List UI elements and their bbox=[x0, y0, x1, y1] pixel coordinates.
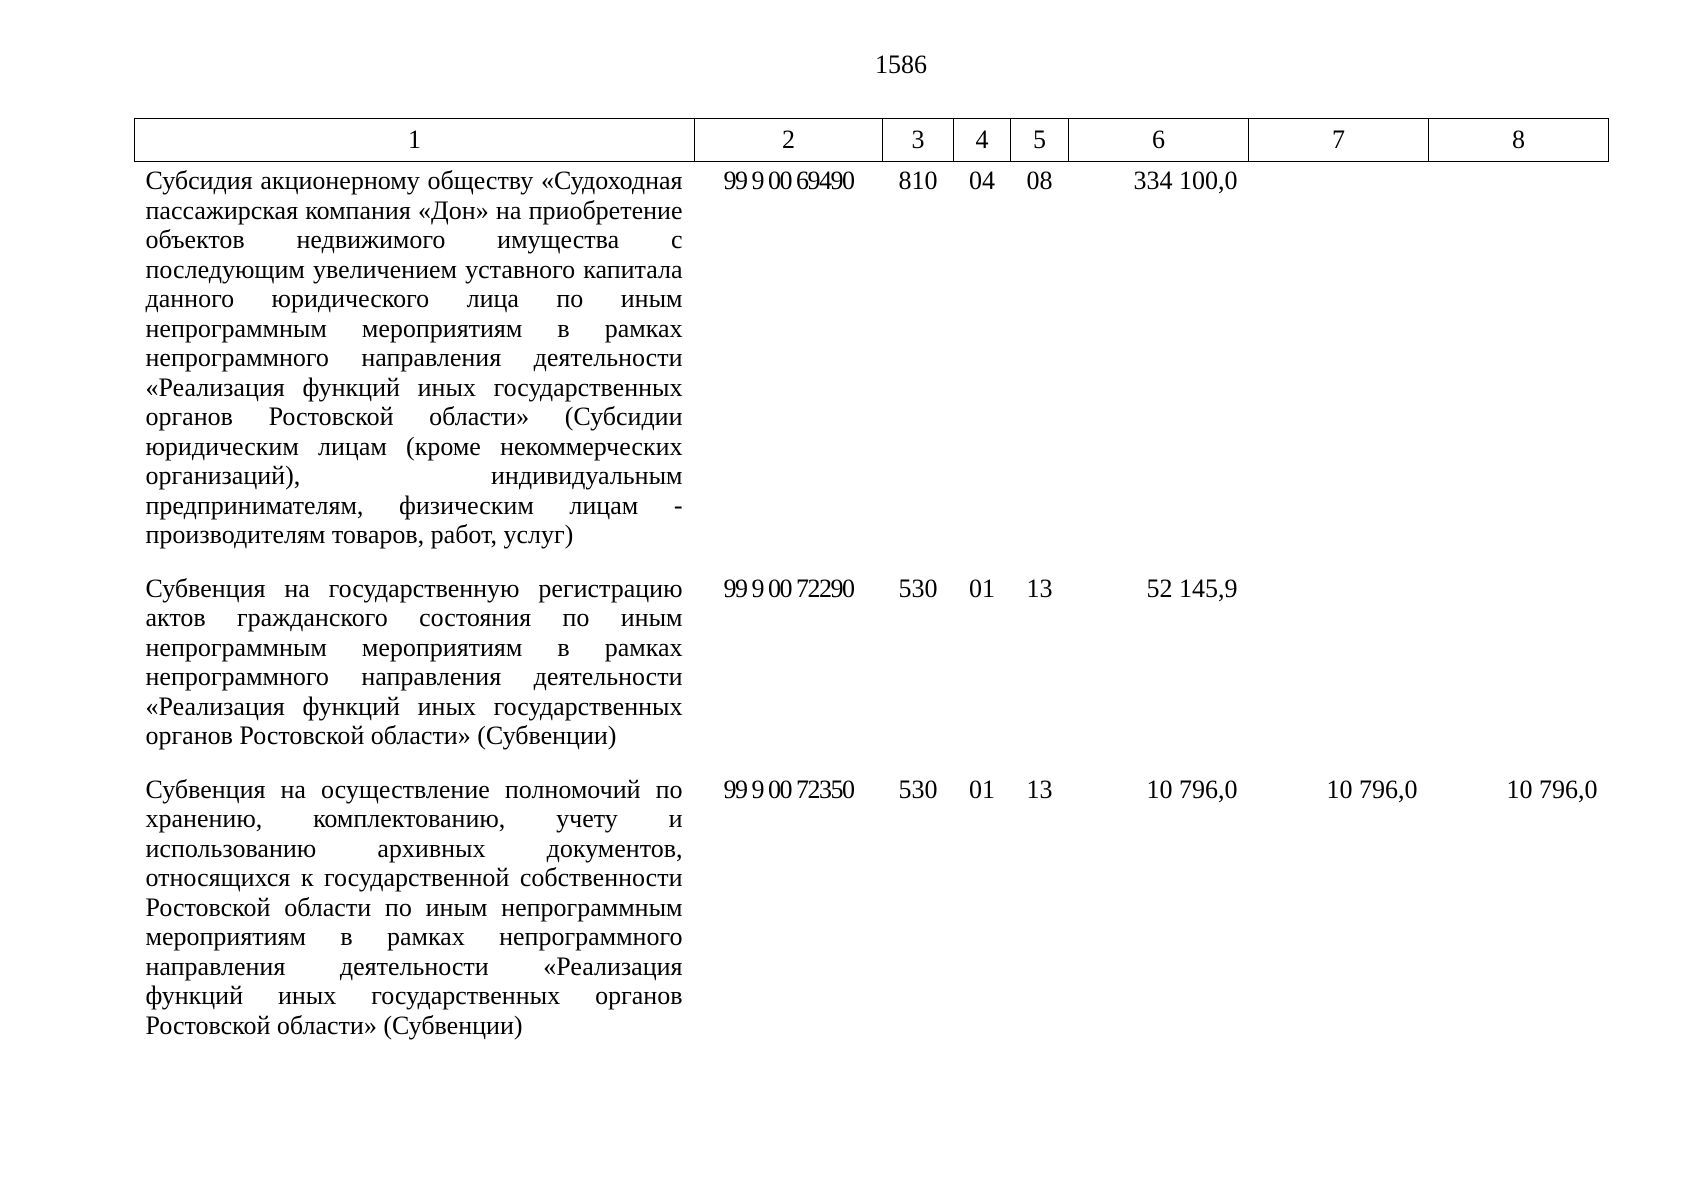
row-amount-col8 bbox=[1429, 162, 1609, 570]
row-target-code: 99 9 00 72350 bbox=[723, 774, 854, 804]
column-header-3: 3 bbox=[883, 119, 954, 162]
budget-table bbox=[134, 118, 1609, 1060]
row-amount-col8 bbox=[1429, 570, 1609, 771]
column-header-2: 2 bbox=[695, 119, 883, 162]
column-header-7: 7 bbox=[1249, 119, 1429, 162]
row-subsection: 13 bbox=[1026, 774, 1053, 804]
column-header-1: 1 bbox=[135, 119, 695, 162]
row-target-code: 99 9 00 72290 bbox=[723, 573, 854, 603]
row-amount-col8: 10 796,0 bbox=[1506, 774, 1598, 804]
column-header-4: 4 bbox=[954, 119, 1011, 162]
header-row bbox=[135, 119, 1609, 162]
row-section: 01 bbox=[969, 774, 995, 804]
page-number: 1586 bbox=[875, 50, 927, 79]
column-header-5: 5 bbox=[1011, 119, 1069, 162]
table-row bbox=[135, 570, 1609, 771]
row-target-code: 99 9 00 69490 bbox=[723, 166, 854, 195]
row-section: 04 bbox=[969, 166, 995, 195]
row-amount-col6: 334 100,0 bbox=[1133, 166, 1238, 195]
row-amount-col6: 52 145,9 bbox=[1146, 573, 1238, 603]
row-expense-type: 810 bbox=[898, 166, 938, 195]
row-description: Субвенция на осуществление полномочий по хранению, комплектованию, учету и использованию архивных документов, относящихся к государственной собственности Ростовской области по иным непрограммным мероприятиям в рамках непрограммного направления деятельности «Реализация функций иных государственных органов Ростовской области» (Субвенции) bbox=[145, 774, 683, 1040]
row-amount-col7 bbox=[1249, 570, 1429, 771]
row-subsection: 13 bbox=[1026, 573, 1053, 603]
row-description: Субсидия акционерному обществу «Судоходная пассажирская компания «Дон» на приобретение объектов недвижимого имущества с последующим увеличением уставного капитала данного юридического лица по иным непрограммным мероприятиям в рамках непрограммного направления деятельности «Реализация функций иных государственных органов Ростовской области» (Субсидии юридическим лицам (кроме некоммерческих организаций), индивидуальным предпринимателям, физическим лицам - производителям товаров, работ, услуг) bbox=[145, 166, 683, 549]
table-row bbox=[135, 771, 1609, 1061]
row-amount-col7 bbox=[1249, 162, 1429, 570]
row-expense-type: 530 bbox=[898, 774, 938, 804]
row-description: Субвенция на государственную регистрацию актов гражданского состояния по иным непрограммным мероприятиям в рамках непрограммного направления деятельности «Реализация функций иных государственных органов Ростовской области» (Субвенции) bbox=[145, 573, 683, 750]
table-row bbox=[135, 162, 1609, 570]
row-expense-type: 530 bbox=[898, 573, 938, 603]
row-subsection: 08 bbox=[1026, 166, 1053, 195]
column-header-6: 6 bbox=[1069, 119, 1249, 162]
row-amount-col7: 10 796,0 bbox=[1326, 774, 1418, 804]
row-section: 01 bbox=[969, 573, 995, 603]
row-amount-col6: 10 796,0 bbox=[1146, 774, 1238, 804]
column-header-8: 8 bbox=[1429, 119, 1609, 162]
